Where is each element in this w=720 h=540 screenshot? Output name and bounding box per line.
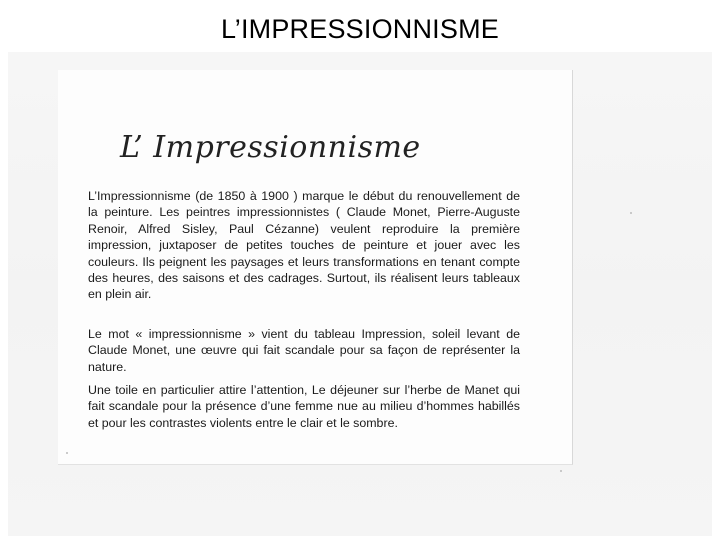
paragraph-manet: Une toile en particulier attire l’attention, Le déjeuner sur l’herbe de Manet qui fait scandale pour la présence d’une femme nue au milieu d’hommes habillés et pour les contrastes violents entre le clair et le sombre. <box>88 383 520 430</box>
scan-speck <box>560 470 562 472</box>
paragraph-word-origin: Le mot « impressionnisme » vient du tableau Impression, soleil levant de Claude Monet, une œuvre qui fait scandale pour sa façon de représenter la nature. <box>88 327 520 374</box>
paragraph-intro: L’Impressionnisme (de 1850 à 1900 ) marque le début du renouvellement de la peinture. Les peintres impressionnistes ( Claude Monet, Pierre-Auguste Renoir, Alfred Sisley, Paul Cézanne) veulent reproduire la première impression, juxtaposer de petites touches de peinture et jouer avec les couleurs. Ils peignent les paysages et leurs transformations en tenant compte des heures, des saisons et des cadrages. Surtout, ils réalisent leurs tableaux en plein air. <box>88 189 520 302</box>
handwritten-title: L’ Impressionnisme <box>120 130 421 165</box>
slide-title: L’IMPRESSIONNISME <box>221 14 499 44</box>
scan-speck <box>66 452 68 454</box>
scan-speck <box>630 212 632 214</box>
